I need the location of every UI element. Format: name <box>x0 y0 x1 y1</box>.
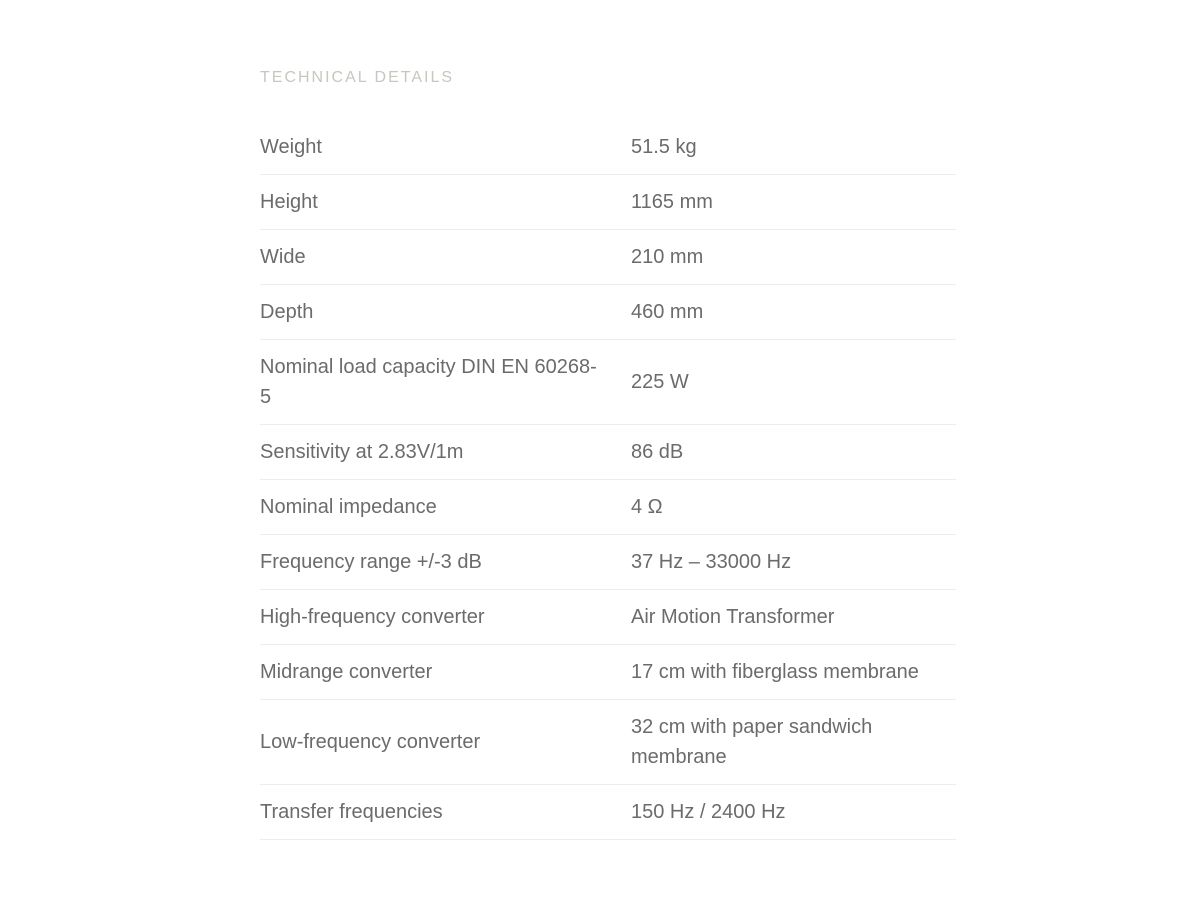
table-row <box>260 425 956 480</box>
spec-value: 32 cm with paper sandwich membrane <box>631 700 956 785</box>
table-row <box>260 645 956 700</box>
technical-details-section <box>260 68 956 840</box>
spec-value: 150 Hz / 2400 Hz <box>631 785 956 840</box>
table-row <box>260 230 956 285</box>
spec-value: 37 Hz – 33000 Hz <box>631 535 956 590</box>
spec-label: Height <box>260 175 631 230</box>
spec-label: Weight <box>260 120 631 175</box>
spec-value: 1165 mm <box>631 175 956 230</box>
table-row <box>260 535 956 590</box>
table-row <box>260 120 956 175</box>
spec-table <box>260 120 956 840</box>
spec-value: 225 W <box>631 340 956 425</box>
spec-label: Depth <box>260 285 631 340</box>
spec-value: 4 Ω <box>631 480 956 535</box>
spec-label: Midrange converter <box>260 645 631 700</box>
table-row <box>260 785 956 840</box>
table-row <box>260 285 956 340</box>
spec-value: 460 mm <box>631 285 956 340</box>
spec-label: Low-frequency converter <box>260 700 631 785</box>
table-row <box>260 480 956 535</box>
spec-label: Sensitivity at 2.83V/1m <box>260 425 631 480</box>
spec-label: Wide <box>260 230 631 285</box>
section-heading: TECHNICAL DETAILS <box>260 69 455 86</box>
table-row <box>260 590 956 645</box>
spec-value: 210 mm <box>631 230 956 285</box>
spec-label: Frequency range +/-3 dB <box>260 535 631 590</box>
spec-value: 86 dB <box>631 425 956 480</box>
table-row <box>260 175 956 230</box>
spec-value: 51.5 kg <box>631 120 956 175</box>
table-row <box>260 340 956 425</box>
spec-label: Nominal load capacity DIN EN 60268-5 <box>260 340 631 425</box>
spec-label: Nominal impedance <box>260 480 631 535</box>
spec-label: High-frequency converter <box>260 590 631 645</box>
spec-label: Transfer frequencies <box>260 785 631 840</box>
spec-value: 17 cm with fiberglass membrane <box>631 645 956 700</box>
spec-value: Air Motion Transformer <box>631 590 956 645</box>
table-row <box>260 700 956 785</box>
